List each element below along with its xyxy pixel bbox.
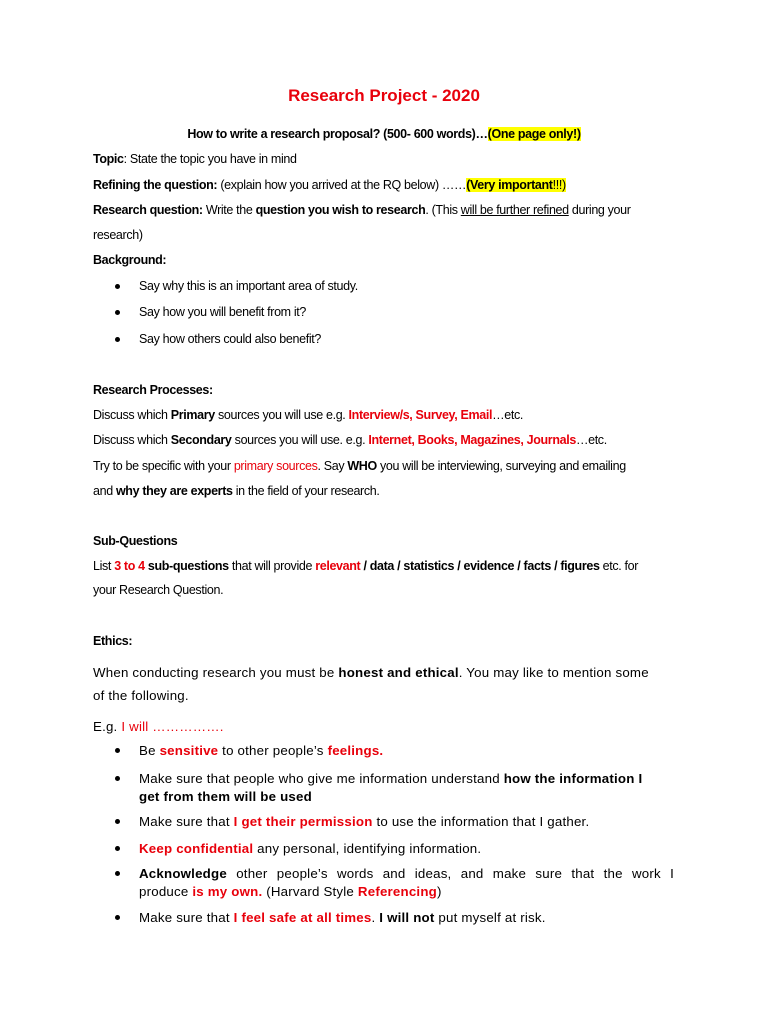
ethics-item-acknowledge (139, 866, 674, 881)
ethics-item-understand-line-2: get from them will be used (139, 789, 312, 804)
specific-text-2: . Say (317, 459, 348, 473)
rq-text-1: Write the (202, 203, 256, 217)
ei5-red-2: Referencing (357, 884, 437, 899)
experts-text-2: in the field of your research. (232, 484, 380, 498)
ei3-text-1: Make sure that (139, 814, 234, 829)
refining-label: Refining the question: (93, 178, 218, 192)
rq-bold: question you wish to research (255, 203, 426, 217)
sq-count: 3 to 4 (114, 559, 145, 573)
bullet-icon (114, 845, 122, 853)
ei5-text-2: produce (139, 884, 193, 899)
ei6-red: I feel safe at all times (233, 910, 372, 925)
sq-bold-2: / data / statistics / evidence / facts / figures (360, 559, 600, 573)
ethics-intro-line-2: of the following. (93, 688, 189, 703)
subtitle-main: How to write a research proposal? (500- 600 words)… (187, 127, 488, 141)
ei1-red-2: feelings. (327, 743, 384, 758)
specific-red: primary sources (233, 459, 318, 473)
ei1-text-1: Be (139, 743, 160, 758)
bullet-icon (114, 336, 122, 344)
ei6-text-1: Make sure that (139, 910, 234, 925)
primary-text-2: sources you will use e.g. (214, 408, 349, 422)
ethics-intro-line (93, 665, 649, 680)
sq-bold-1: sub-questions (144, 559, 229, 573)
sq-text-3: etc. for (599, 559, 639, 573)
specific-text-3: you will be interviewing, surveying and emailing (376, 459, 626, 473)
ethics-item-permission (139, 814, 589, 829)
ei2-bold-1: how the information I (503, 771, 643, 786)
topic-text: : State the topic you have in mind (123, 152, 297, 166)
ei5-red-1: is my own. (192, 884, 263, 899)
specific-line (93, 459, 626, 473)
topic-line (93, 152, 297, 166)
ei5-bold: Acknowledge (139, 866, 227, 881)
ei5-text-3: (Harvard Style (262, 884, 358, 899)
bullet-icon (114, 818, 122, 826)
secondary-text-1: Discuss which (93, 433, 171, 447)
sq-relevant: relevant (315, 559, 361, 573)
refining-text: (explain how you arrived at the RQ below) …… (217, 178, 467, 192)
research-question-line (93, 203, 631, 217)
refining-highlight-bold: (Very important (466, 178, 553, 192)
ethics-item-confidential (139, 841, 481, 856)
subtitle-highlight: (One page only!) (487, 127, 581, 141)
refining-highlight-plain: !!!) (552, 178, 566, 192)
bullet-icon (114, 747, 122, 755)
ei5-text-1: other people’s words and ideas, and make sure that the work I (226, 866, 674, 881)
background-item: Say why this is an important area of study. (139, 279, 358, 293)
primary-text-3: …etc. (492, 408, 523, 422)
background-heading: Background: (93, 253, 167, 267)
ethics-item-acknowledge-line-2 (139, 884, 442, 899)
secondary-sources-line (93, 433, 607, 447)
ei6-text-2: . (371, 910, 380, 925)
rq-underlined: will be further refined (460, 203, 569, 217)
bullet-icon (114, 775, 122, 783)
ethics-intro-text-2: . You may like to mention some (458, 665, 649, 680)
ei1-red-1: sensitive (159, 743, 219, 758)
research-question-label: Research question: (93, 203, 203, 217)
sub-questions-line-2: your Research Question. (93, 583, 224, 597)
rq-text-3: during your (568, 203, 631, 217)
research-processes-heading: Research Processes: (93, 383, 213, 397)
background-item: Say how you will benefit from it? (139, 305, 307, 319)
experts-bold: why they are experts (115, 484, 233, 498)
primary-bold: Primary (170, 408, 215, 422)
subtitle (0, 127, 768, 141)
bullet-icon (114, 870, 122, 878)
ethics-eg-line (93, 719, 224, 734)
ei2-text-1: Make sure that people who give me information understand (139, 771, 504, 786)
sub-questions-line (93, 559, 638, 573)
topic-label: Topic (93, 152, 124, 166)
ethics-item-safe (139, 910, 546, 925)
ethics-intro-text-1: When conducting research you must be (93, 665, 339, 680)
experts-line (93, 484, 379, 498)
refining-highlight (466, 178, 566, 192)
ei4-text: any personal, identifying information. (253, 841, 482, 856)
ei1-text-2: to other people’s (218, 743, 328, 758)
bullet-icon (114, 283, 122, 291)
specific-bold: WHO (347, 459, 377, 473)
secondary-bold: Secondary (170, 433, 232, 447)
eg-red: I will ……………. (121, 719, 224, 734)
sq-text-2: that will provide (228, 559, 316, 573)
experts-text-1: and (93, 484, 116, 498)
ethics-item-understand (139, 771, 642, 786)
primary-text-1: Discuss which (93, 408, 171, 422)
ei5-text-4: ) (436, 884, 442, 899)
page-title: Research Project - 2020 (288, 86, 480, 105)
secondary-text-3: …etc. (575, 433, 607, 447)
ei6-text-3: put myself at risk. (434, 910, 546, 925)
specific-text-1: Try to be specific with your (93, 459, 234, 473)
ethics-heading: Ethics: (93, 634, 133, 648)
sub-questions-heading: Sub-Questions (93, 534, 178, 548)
refining-line (93, 178, 566, 192)
ethics-item-sensitive (139, 743, 383, 758)
sq-text-1: List (93, 559, 115, 573)
ei3-red: I get their permission (233, 814, 373, 829)
secondary-examples: Internet, Books, Magazines, Journals (368, 433, 576, 447)
primary-examples: Interview/s, Survey, Email (348, 408, 493, 422)
background-item: Say how others could also benefit? (139, 332, 321, 346)
ei6-bold: I will not (379, 910, 435, 925)
bullet-icon (114, 914, 122, 922)
secondary-text-2: sources you will use. e.g. (231, 433, 369, 447)
eg-text: E.g. (93, 719, 122, 734)
ei4-red: Keep confidential (139, 841, 254, 856)
bullet-icon (114, 309, 122, 317)
rq-text-2: . (This (425, 203, 461, 217)
primary-sources-line (93, 408, 523, 422)
research-question-line-2: research) (93, 228, 143, 242)
ethics-intro-bold: honest and ethical (338, 665, 459, 680)
ei3-text-2: to use the information that I gather. (372, 814, 590, 829)
